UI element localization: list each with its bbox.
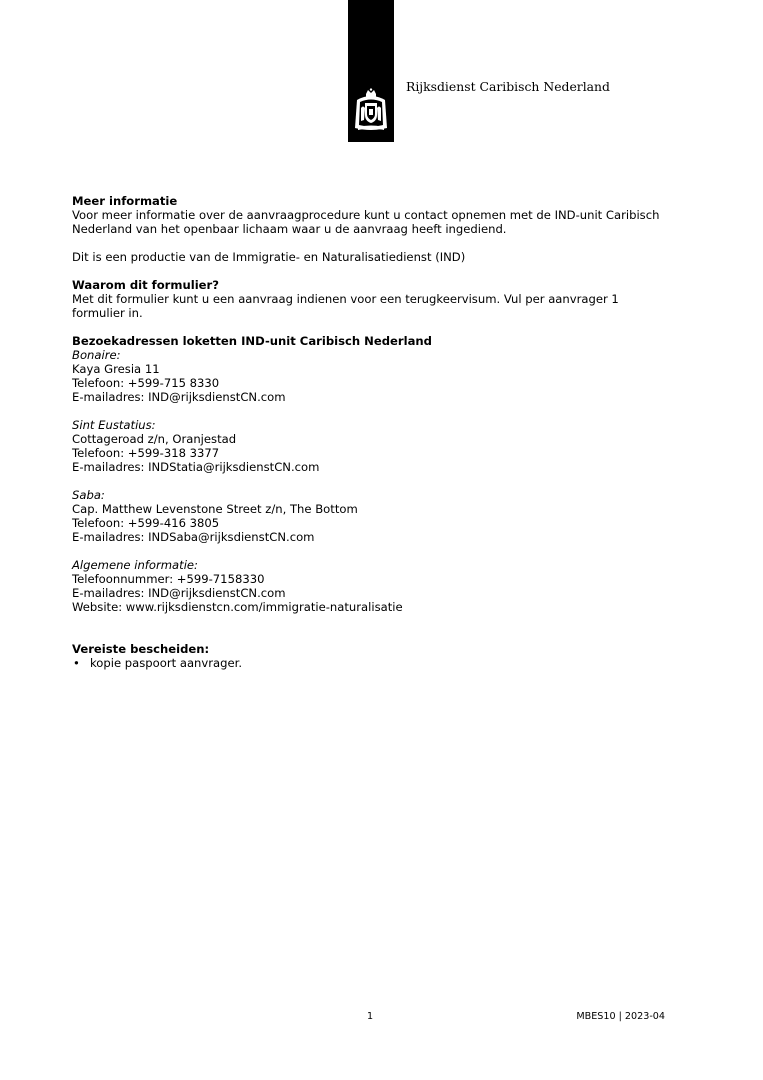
production-note: Dit is een productie van de Immigratie- en Naturalisatiedienst (IND)	[72, 250, 466, 264]
organization-name: Rijksdienst Caribisch Nederland	[406, 79, 610, 94]
sint-eustatius-phone: Telefoon: +599-318 3377	[72, 446, 220, 460]
section-heading-waarom: Waarom dit formulier?	[72, 278, 219, 292]
logo-bar	[348, 0, 394, 142]
section-heading-bezoekadressen: Bezoekadressen loketten IND-unit Caribisch Nederland	[72, 334, 432, 348]
section-heading-vereiste-bescheiden: Vereiste bescheiden:	[72, 642, 210, 656]
waarom-line-2: formulier in.	[72, 306, 143, 320]
waarom-line-1: Met dit formulier kunt u een aanvraag indienen voor een terugkeervisum. Vul per aanvrager 1	[72, 292, 619, 306]
section-heading-meer-informatie: Meer informatie	[72, 194, 178, 208]
list-item: • kopie paspoort aanvrager.	[72, 656, 682, 670]
sint-eustatius-email: E-mailadres: INDStatia@rijksdienstCN.com	[72, 460, 320, 474]
saba-address: Cap. Matthew Levenstone Street z/n, The Bottom	[72, 502, 358, 516]
location-name-bonaire: Bonaire:	[72, 348, 121, 362]
required-documents-list	[72, 656, 682, 670]
general-website: Website: www.rijksdienstcn.com/immigratie-naturalisatie	[72, 600, 403, 614]
general-info-label: Algemene informatie:	[72, 558, 198, 572]
page-number: 1	[366, 1011, 374, 1022]
general-phone: Telefoonnummer: +599-7158330	[72, 572, 265, 586]
royal-coat-of-arms-icon	[351, 88, 391, 134]
sint-eustatius-address: Cottageroad z/n, Oranjestad	[72, 432, 237, 446]
meer-informatie-line-2: Nederland van het openbaar lichaam waar u de aanvraag heeft ingediend.	[72, 222, 507, 236]
location-name-sint-eustatius: Sint Eustatius:	[72, 418, 156, 432]
meer-informatie-line-1: Voor meer informatie over de aanvraagprocedure kunt u contact opnemen met de IND-unit Caribisch	[72, 208, 660, 222]
saba-phone: Telefoon: +599-416 3805	[72, 516, 220, 530]
document-code: MBES10 | 2023-04	[576, 1011, 665, 1022]
saba-email: E-mailadres: INDSaba@rijksdienstCN.com	[72, 530, 315, 544]
location-name-saba: Saba:	[72, 488, 105, 502]
bonaire-email: E-mailadres: IND@rijksdienstCN.com	[72, 390, 286, 404]
bonaire-address: Kaya Gresia 11	[72, 362, 160, 376]
bonaire-phone: Telefoon: +599-715 8330	[72, 376, 220, 390]
document-body	[72, 194, 682, 670]
general-email: E-mailadres: IND@rijksdienstCN.com	[72, 586, 286, 600]
